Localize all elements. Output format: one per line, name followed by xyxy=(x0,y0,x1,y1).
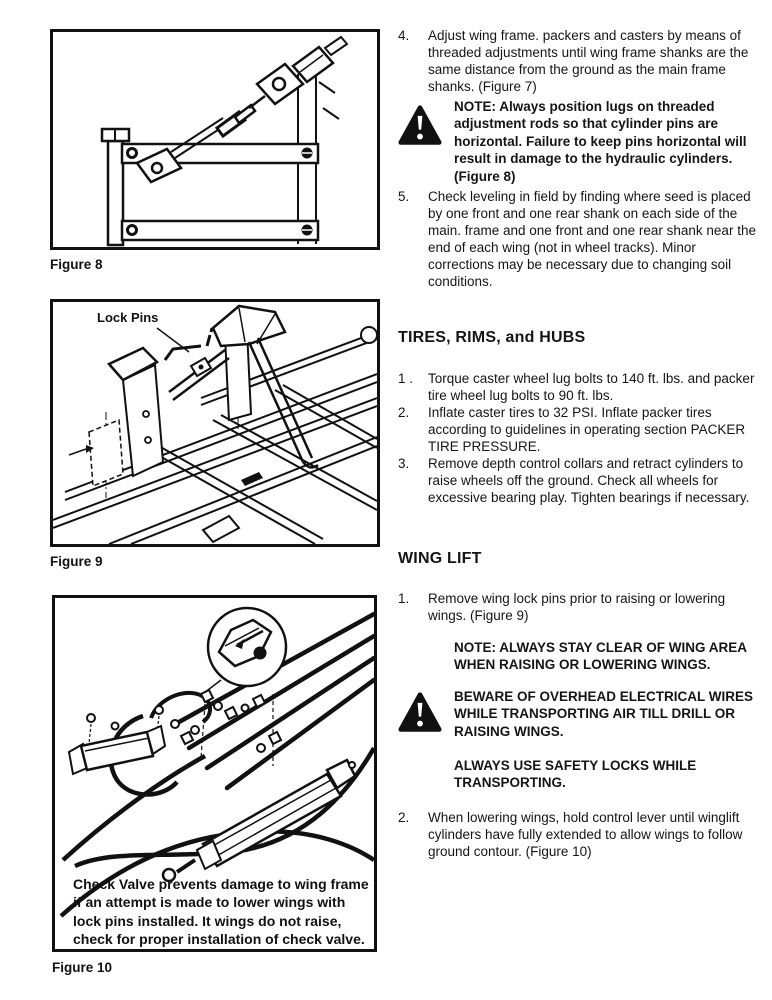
item-number: 5. xyxy=(398,189,410,205)
list-item-tires-1 xyxy=(398,370,762,404)
item-text: Torque caster wheel lug bolts to 140 ft. lbs. and packer tire wheel lug bolts to 90 ft. lbs. xyxy=(428,371,755,404)
list-item-leveling-5 xyxy=(398,188,762,290)
item-text: When lowering wings, hold control lever until winglift cylinders have fully extended to allow wings to follow ground contour. (Figure 10) xyxy=(428,809,743,859)
list-item-leveling-4 xyxy=(398,27,762,95)
item-number: 4. xyxy=(398,28,410,43)
list-item-wing-2 xyxy=(398,809,762,860)
list-item-wing-1 xyxy=(398,590,762,624)
figure9-caption: Figure 9 xyxy=(50,554,103,569)
warning-triangle-icon xyxy=(398,101,442,151)
note-cylinder-pins xyxy=(398,98,762,185)
figure8-drawing xyxy=(53,32,377,247)
item-text: Check leveling in field by finding where seed is placed by one front and one rear shank on each side of the main. frame and one front and one rear shank near the end of each wing (not in wheel tracks). Minor corrections may be necessary due to changing soil conditions. xyxy=(428,189,756,290)
figure9-drawing xyxy=(53,302,377,544)
warning-triangle-icon xyxy=(398,688,442,738)
item-number: 2. xyxy=(398,405,410,421)
warning-overhead-wires xyxy=(398,688,762,740)
figure8-box xyxy=(50,29,380,250)
item-text: Remove depth control collars and retract cylinders to raise wheels off the ground. Check all wheels for excessive bearing play. Tighten bearings if necessary. xyxy=(428,456,750,506)
figure10-box xyxy=(52,595,377,952)
item-number: 1 . xyxy=(398,371,414,387)
list-item-tires-2 xyxy=(398,404,762,455)
check-valve-note: Check Valve prevents damage to wing frame if an attempt is made to lower wings with lock pins installed. It wings do not raise, check for proper installation of check valve. xyxy=(73,876,369,947)
note-stay-clear: NOTE: ALWAYS STAY CLEAR OF WING AREA WHEN RAISING OR LOWERING WINGS. xyxy=(454,640,747,673)
note-text: NOTE: Always position lugs on threaded adjustment rods so that cylinder pins are horizontal. Failure to keep pins horizontal will result in damage to the hydraulic cylinders. (Figure 8) xyxy=(454,99,747,184)
warning-text: BEWARE OF OVERHEAD ELECTRICAL WIRES WHILE TRANSPORTING AIR TILL DRILL OR RAISING WINGS. xyxy=(454,688,754,739)
item-text: Inflate caster tires to 32 PSI. Inflate packer tires according to guidelines in operating section PACKER TIRE PRESSURE. xyxy=(428,405,746,455)
wing-lift-heading: WING LIFT xyxy=(398,550,482,568)
instructions-column xyxy=(398,27,762,860)
tires-heading: TIRES, RIMS, and HUBS xyxy=(398,329,586,347)
figure10-caption: Figure 10 xyxy=(52,960,113,975)
item-number: 3. xyxy=(398,456,410,472)
tires-list xyxy=(398,370,762,506)
figure8-caption: Figure 8 xyxy=(50,257,103,272)
item-number: 2. xyxy=(398,809,410,825)
item-text: Remove wing lock pins prior to raising or lowering wings. (Figure 9) xyxy=(428,591,726,624)
list-item-tires-3 xyxy=(398,455,762,506)
item-text: Adjust wing frame. packers and casters by means of threaded adjustments until wing frame shanks are the same distance from the ground as the main frame shanks. (Figure 7) xyxy=(428,28,749,94)
figure9-box xyxy=(50,299,380,547)
item-number: 1. xyxy=(398,591,410,607)
note-safety-locks: ALWAYS USE SAFETY LOCKS WHILE TRANSPORTING. xyxy=(454,758,697,791)
lock-pins-label: Lock Pins xyxy=(97,310,159,325)
